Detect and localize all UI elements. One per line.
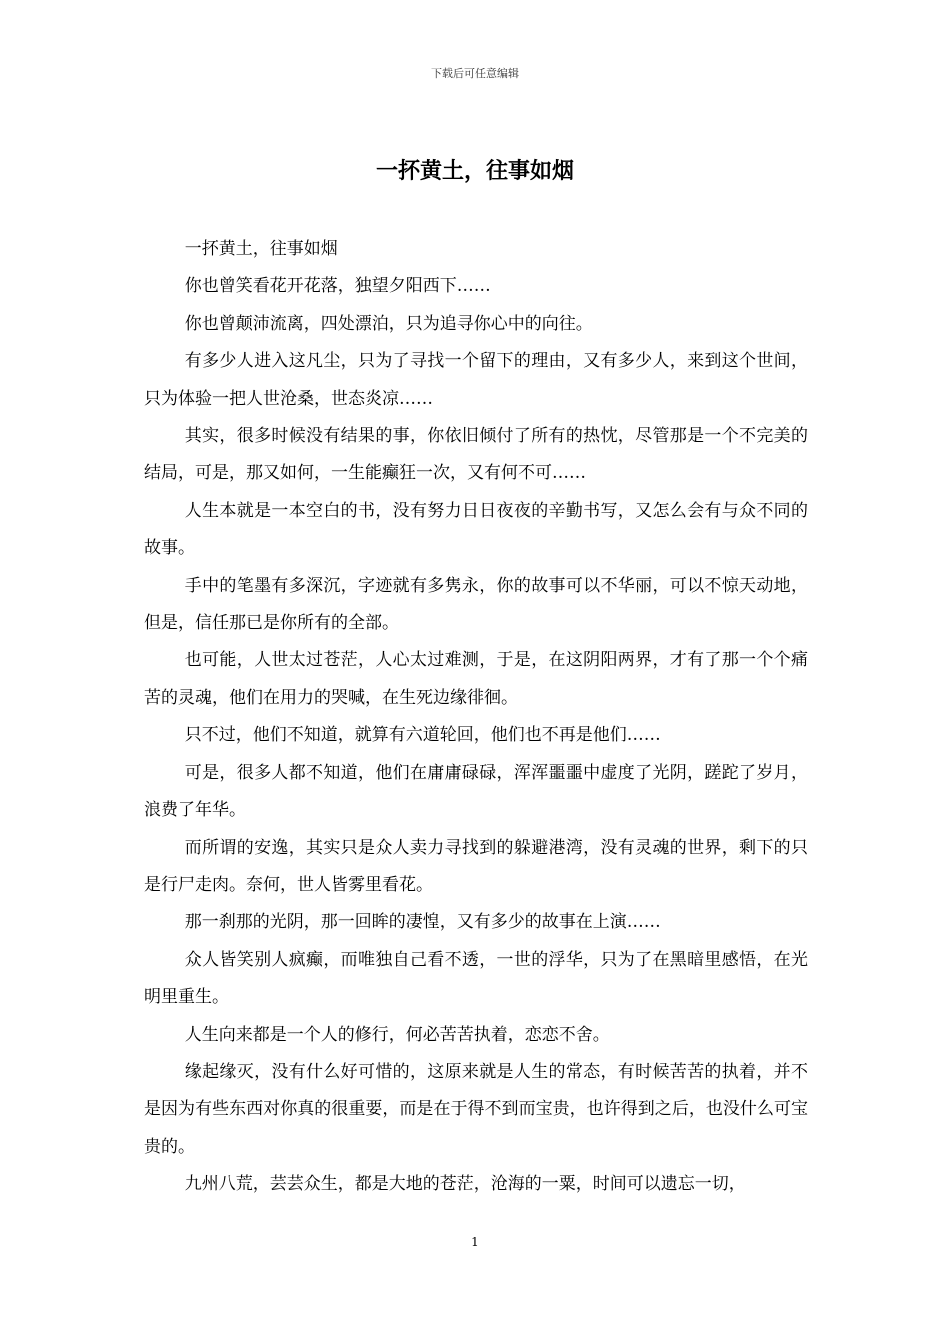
paragraph: 九州八荒，芸芸众生，都是大地的苍茫，沧海的一粟，时间可以遗忘一切， [184, 1174, 746, 1195]
paragraph: 也可能，人世太过苍茫，人心太过难测，于是，在这阴阳两界，才有了那一个个痛苦的灵魂，他们在用力的哭喊，在生死边缘徘徊。 [144, 650, 808, 708]
document-body [144, 231, 808, 1204]
page-number: 1 [471, 1235, 479, 1249]
paragraph: 人生向来都是一个人的修行，何必苦苦执着，恋恋不舍。 [184, 1024, 610, 1045]
document-title: 一抔黄土，往事如烟 [375, 158, 574, 184]
paragraph: 而所谓的安逸，其实只是众人卖力寻找到的躲避港湾，没有灵魂的世界，剩下的只是行尸走肉。奈何，世人皆雾里看花。 [144, 837, 808, 895]
paragraph: 一抔黄土，往事如烟 [184, 239, 338, 259]
page-header: 下载后可任意编辑 [431, 67, 519, 80]
paragraph: 缘起缘灭，没有什么好可惜的，这原来就是人生的常态，有时候苦苦的执着，并不是因为有些东西对你真的很重要，而是在于得不到而宝贵，也许得到之后，也没什么可宝贵的。 [144, 1061, 808, 1157]
paragraph: 有多少人进入这凡尘，只为了寻找一个留下的理由，又有多少人，来到这个世间，只为体验一把人世沧桑，世态炎凉…… [144, 351, 808, 409]
paragraph: 其实，很多时候没有结果的事，你依旧倾付了所有的热忱，尽管那是一个不完美的结局，可是，那又如何，一生能癫狂一次，又有何不可…… [144, 426, 808, 484]
paragraph: 只不过，他们不知道，就算有六道轮回，他们也不再是他们…… [184, 725, 661, 746]
paragraph: 人生本就是一本空白的书，没有努力日日夜夜的辛勤书写，又怎么会有与众不同的故事。 [144, 500, 808, 559]
paragraph: 可是，很多人都不知道，他们在庸庸碌碌，浑浑噩噩中虚度了光阴，蹉跎了岁月，浪费了年华。 [144, 762, 808, 821]
paragraph: 手中的笔墨有多深沉，字迹就有多隽永，你的故事可以不华丽，可以不惊天动地，但是，信任那已是你所有的全部。 [144, 575, 808, 634]
paragraph: 你也曾笑看花开花落，独望夕阳西下…… [184, 276, 491, 297]
paragraph: 你也曾颠沛流离，四处漂泊，只为追寻你心中的向往。 [184, 313, 593, 334]
paragraph: 那一刹那的光阴，那一回眸的凄惶，又有多少的故事在上演…… [184, 912, 661, 933]
paragraph: 众人皆笑别人疯癫，而唯独自己看不透，一世的浮华，只为了在黑暗里感悟，在光明里重生。 [144, 949, 808, 1008]
